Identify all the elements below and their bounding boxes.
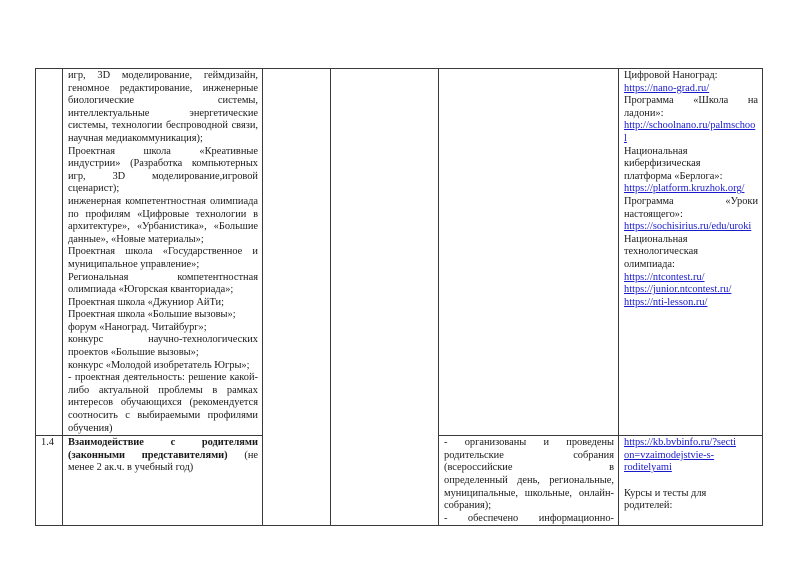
description-line: муниципальное управление»; <box>68 258 200 270</box>
link-line: on=vzaimodejstvie-s- <box>624 449 715 461</box>
resource-label: киберфизическая <box>624 158 701 170</box>
courses-label: Курсы и тесты для <box>624 487 707 499</box>
description-line: Проектная школа «Джуниор АйТи; <box>68 296 224 308</box>
plan-table <box>35 68 763 526</box>
result-line: - обеспечено информационно- <box>444 512 614 524</box>
description-line: проектов «Большие вызовы»; <box>68 347 199 359</box>
description-line: научная медиакоммуникация); <box>68 132 203 144</box>
description-line: - проектная деятельность: решение какой- <box>68 372 258 384</box>
resource-label: ладони»: <box>624 107 664 119</box>
description-line: интересов обучающихся (рекомендуется <box>68 397 258 409</box>
description-line: обучения) <box>68 422 113 434</box>
resource-link[interactable]: https://junior.ntcontest.ru/ <box>624 284 732 296</box>
resource-link[interactable]: https://sochisirius.ru/edu/uroki <box>624 221 752 233</box>
resource-label: платформа «Берлога»: <box>624 170 723 182</box>
description-line: соотносить с выбираемыми профилями <box>68 410 258 422</box>
resource-link[interactable]: http://schoolnano.ru/palmschool <box>624 120 756 144</box>
link-line: roditelyami <box>624 462 672 474</box>
section-title-bold: (законными представителями) <box>68 449 228 461</box>
resource-label: Программа «Школа на <box>624 95 758 107</box>
resource-label: Программа «Уроки <box>624 195 758 207</box>
description-line: биологические системы, <box>68 95 258 107</box>
description-line: форум «Наноград. Читайбург»; <box>68 321 207 333</box>
description-line: Проектная школа «Государственное и <box>68 246 258 258</box>
resource-link[interactable]: https://nti-lesson.ru/ <box>624 296 708 308</box>
description-line: Проектная школа «Большие вызовы»; <box>68 309 236 321</box>
bvbinfo-parents-link[interactable] <box>624 437 758 475</box>
description-line: инженерная компетентностная олимпиада <box>68 195 258 207</box>
resource-label: Цифровой Наноград: <box>624 70 718 81</box>
description-line: системы, технологии беспроводной связи, <box>68 120 258 132</box>
empty-cell-col3 <box>263 69 331 526</box>
resources-cell <box>619 69 763 436</box>
description-line: Проектная школа «Креативные <box>68 145 258 157</box>
section-title-line: менее 2 ак.ч. в учебный год) <box>68 462 194 474</box>
resource-label: олимпиада: <box>624 258 675 270</box>
resource-link[interactable]: https://platform.kruzhok.org/ <box>624 183 745 195</box>
description-line: олимпиада «Югорская кванториада»; <box>68 284 234 296</box>
description-line: сценарист); <box>68 183 120 195</box>
resource-label: Национальная <box>624 233 688 245</box>
section-title-note: (не <box>244 449 258 461</box>
resource-label: настоящего»: <box>624 208 683 220</box>
resources-cell <box>619 436 763 526</box>
result-line: муниципальные, школьные, онлайн- <box>444 487 614 499</box>
result-line: собрания); <box>444 500 492 512</box>
description-line: конкурс научно-технологических <box>68 334 258 346</box>
description-line: игр, 3D моделирование,игровой <box>68 170 258 182</box>
description-line: по профилям «Цифровые технологии в <box>68 208 258 220</box>
resource-link[interactable]: https://nano-grad.ru/ <box>624 82 710 94</box>
description-line: либо актуальной проблемы в рамках <box>68 384 258 396</box>
description-line: Региональная компетентностная <box>68 271 258 283</box>
row-number-cell: 1.4 <box>36 436 63 526</box>
description-line: интеллектуальные энергетические <box>68 107 258 119</box>
resource-label: технологическая <box>624 246 699 258</box>
row-number-cell <box>36 69 63 436</box>
description-line: геномное редактирование, инженерные <box>68 82 258 94</box>
description-line: индустрии» (Разработка компьютерных <box>68 158 258 170</box>
description-line: данные», «Новые материалы»; <box>68 233 204 245</box>
activity-description-cell <box>63 69 263 436</box>
section-title-line: Взаимодействие с родителями <box>68 437 258 449</box>
table-row <box>36 69 763 436</box>
section-title-line <box>68 450 258 463</box>
resource-label: Национальная <box>624 145 688 157</box>
description-line: игр, 3D моделирование, геймдизайн, <box>68 70 258 81</box>
description-line: конкурс «Молодой изобретатель Югры»; <box>68 359 250 371</box>
results-cell <box>439 69 619 436</box>
result-line: определенный день, региональные, <box>444 475 614 486</box>
empty-cell-col4 <box>331 69 439 526</box>
spacer <box>624 475 758 488</box>
result-line: - организованы и проведены <box>444 437 614 449</box>
activity-description-cell <box>63 436 263 526</box>
courses-label: родителей: <box>624 500 673 512</box>
result-line: родительские собрания (всероссийские в <box>444 449 614 474</box>
results-cell <box>439 436 619 526</box>
link-line: https://kb.bvbinfo.ru/?secti <box>624 437 736 449</box>
description-line: архитектуре», «Урбанистика», «Большие <box>68 221 258 233</box>
resource-link[interactable]: https://ntcontest.ru/ <box>624 271 705 283</box>
